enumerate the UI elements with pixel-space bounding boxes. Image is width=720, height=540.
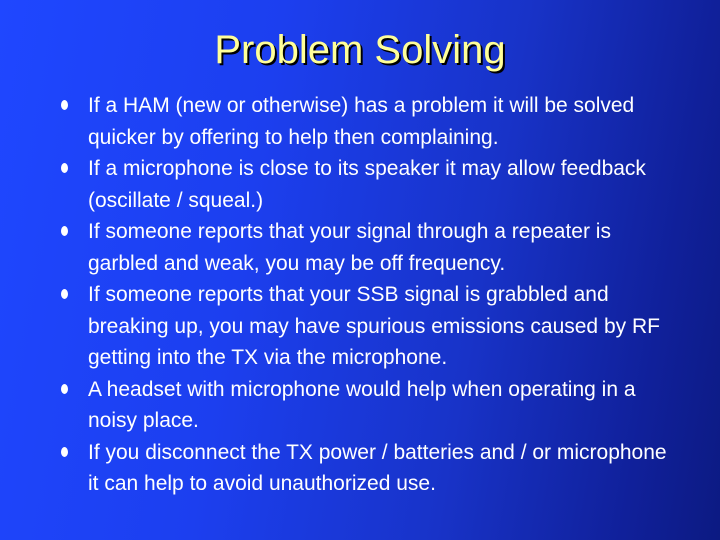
bullet-dot-icon (61, 289, 68, 299)
bullet-dot-icon (61, 447, 68, 457)
bullet-text: If you disconnect the TX power / batteries and / or microphone it can help to avoid unauthorized use. (88, 440, 667, 495)
bullet-list (58, 90, 678, 500)
bullet-text: A headset with microphone would help when operating in a noisy place. (88, 377, 636, 432)
list-item (58, 90, 678, 153)
list-item (58, 374, 678, 437)
bullet-text: If a microphone is close to its speaker it may allow feedback (oscillate / squeal.) (88, 157, 646, 212)
bullet-text: If a HAM (new or otherwise) has a problem it will be solved quicker by offering to help then complaining. (88, 94, 635, 149)
bullet-dot-icon (61, 226, 68, 236)
bullet-text: If someone reports that your SSB signal is grabbled and breaking up, you may have spurious emissions caused by RF getting into the TX via the microphone. (88, 283, 660, 369)
bullet-text: If someone reports that your signal through a repeater is garbled and weak, you may be off frequency. (88, 220, 611, 275)
list-item (58, 153, 678, 216)
list-item (58, 437, 678, 500)
bullet-dot-icon (61, 384, 68, 394)
bullet-dot-icon (61, 100, 68, 110)
slide-title: Problem Solving (214, 28, 506, 72)
bullet-dot-icon (61, 163, 68, 173)
list-item (58, 279, 678, 374)
list-item (58, 216, 678, 279)
